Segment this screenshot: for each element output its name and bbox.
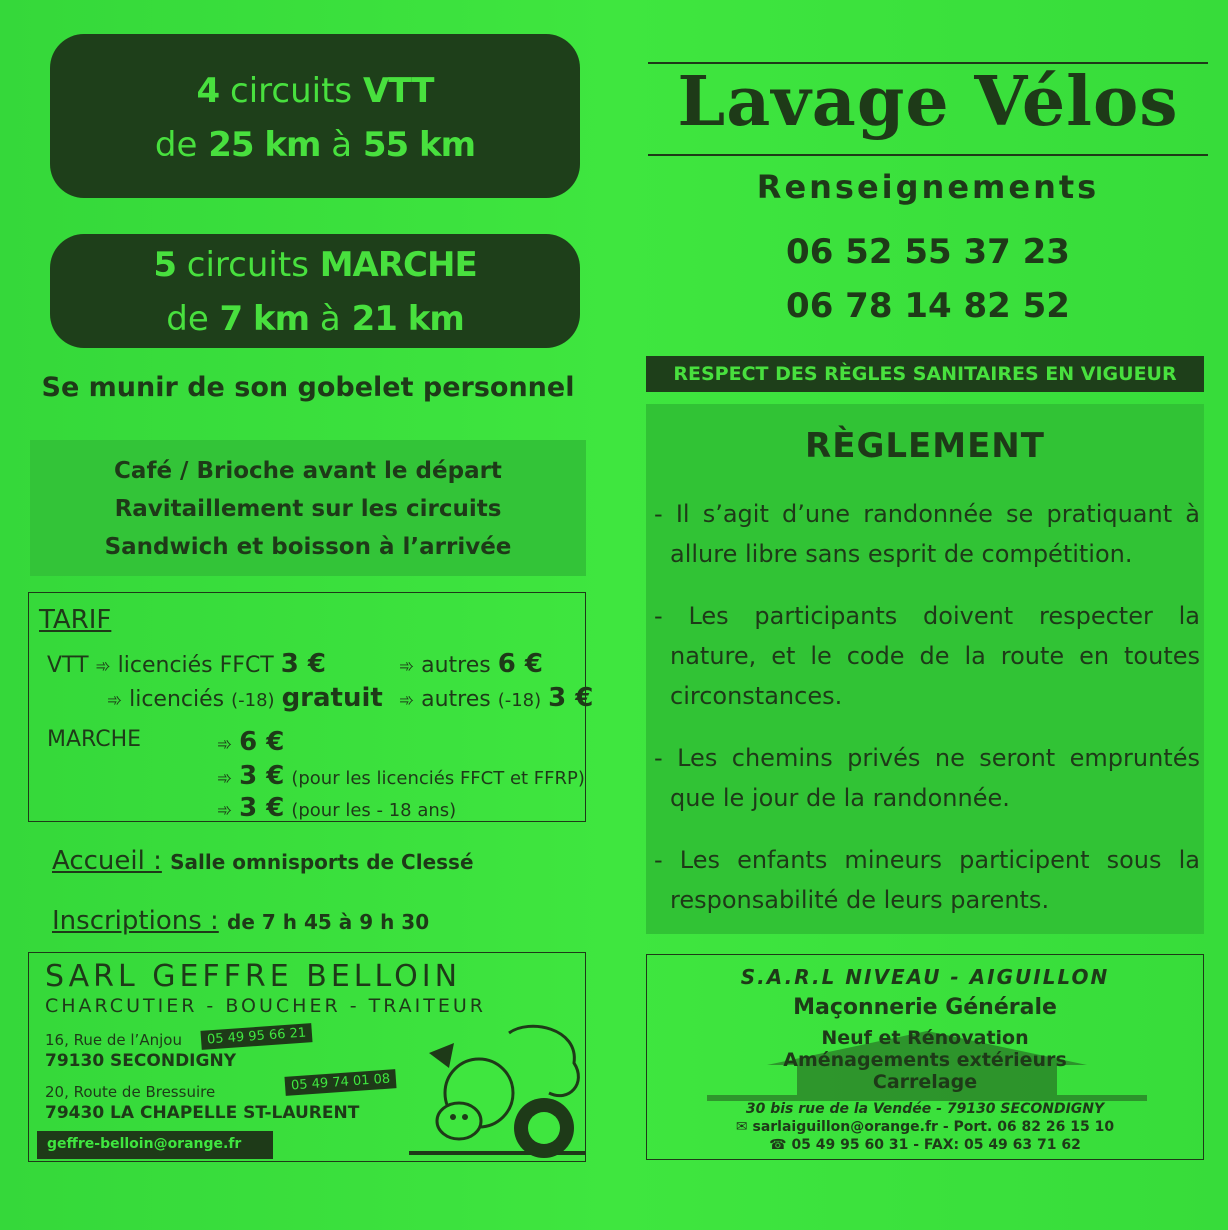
tarif-vtt-lic18-age: (-18)	[231, 690, 275, 711]
tarif-vtt-autres18-label: autres	[421, 687, 491, 712]
sarl-geffre-addr1: 16, Rue de l’Anjou	[45, 1031, 182, 1049]
phone-number-2: 06 78 14 82 52	[786, 286, 1070, 326]
tarif-vtt-lic-price: 3 €	[280, 649, 326, 679]
vtt-a: à	[331, 125, 353, 165]
food-line: Sandwich et boisson à l’arrivée	[104, 534, 512, 560]
arrow-icon: ➾	[107, 690, 123, 711]
sarl-geffre-sub: CHARCUTIER - BOUCHER - TRAITEUR	[45, 995, 486, 1017]
food-box	[30, 440, 586, 576]
marche-de: de	[166, 299, 209, 339]
sarl-geffre-name: SARL GEFFRE BELLOIN	[45, 959, 462, 994]
vtt-from: 25 km	[208, 125, 321, 165]
sarl-geffre-ad	[28, 952, 586, 1162]
vtt-de: de	[154, 125, 198, 165]
tarif-box	[28, 592, 594, 823]
tarif-vtt-autres-price: 6 €	[497, 649, 543, 679]
accueil-label: Accueil :	[52, 846, 162, 876]
marche-circuits-box	[50, 234, 580, 348]
food-line: Café / Brioche avant le départ	[114, 458, 502, 484]
sanitary-notice: RESPECT DES RÈGLES SANITAIRES EN VIGUEUR	[646, 356, 1204, 392]
vtt-type: VTT	[362, 71, 434, 111]
tarif-marche-p3-note: (pour les - 18 ans)	[291, 800, 457, 821]
reglement-item: - Il s’agit d’une randonnée se pratiquant à allure libre sans esprit de compétition.	[654, 500, 1200, 568]
tarif-vtt-lic18-price: gratuit	[281, 683, 383, 713]
tarif-marche-p2-note: (pour les licenciés FFCT et FFRP)	[291, 768, 585, 789]
marche-a: à	[319, 299, 341, 339]
title-rule-bottom	[648, 154, 1208, 156]
sarl-geffre-phone1: 05 49 95 66 21	[200, 1023, 312, 1050]
tarif-marche-p2: 3 €	[239, 761, 285, 791]
tarif-vtt-row1	[47, 649, 326, 679]
tarif-marche-row3	[217, 793, 456, 823]
marche-type: MARCHE	[319, 245, 477, 285]
arrow-icon: ➾	[399, 656, 415, 677]
mail-icon: ✉	[735, 1119, 753, 1135]
arrow-icon: ➾	[95, 656, 111, 677]
arrow-icon: ➾	[217, 734, 233, 755]
telephone-icon: ☎	[769, 1137, 792, 1153]
gobelet-notice: Se munir de son gobelet personnel	[41, 372, 575, 403]
tarif-marche-p1: 6 €	[239, 727, 285, 757]
tarif-vtt-autres-label: autres	[421, 653, 491, 678]
tarif-vtt-lic: licenciés FFCT	[117, 653, 274, 678]
sarl-niveau-fax	[647, 1137, 1203, 1153]
marche-to: 21 km	[351, 299, 464, 339]
sarl-geffre-addr2: 20, Route de Bressuire	[45, 1083, 216, 1101]
sarl-niveau-fax-text: 05 49 95 60 31 - FAX: 05 49 63 71 62	[791, 1137, 1081, 1153]
food-line: Ravitaillement sur les circuits	[114, 496, 502, 522]
tarif-title: TARIF	[39, 605, 112, 635]
tarif-marche-row1	[217, 727, 284, 757]
tarif-marche-p3: 3 €	[239, 793, 285, 823]
tarif-vtt-row2	[107, 683, 383, 713]
arrow-icon: ➾	[217, 800, 233, 821]
tarif-vtt-label: VTT	[47, 653, 89, 678]
tarif-vtt-autres18-age: (-18)	[497, 690, 542, 711]
tarif-marche-label: MARCHE	[47, 727, 142, 752]
phone-number-1: 06 52 55 37 23	[786, 232, 1070, 272]
page-title: Lavage Vélos	[677, 62, 1179, 142]
sarl-niveau-line4: Carrelage	[872, 1071, 978, 1093]
sarl-niveau-address: 30 bis rue de la Vendée - 79130 SECONDIGNY	[745, 1101, 1105, 1117]
tarif-vtt-autres18	[399, 683, 593, 713]
tarif-marche-row2	[217, 761, 585, 791]
renseignements-label: Renseignements	[756, 168, 1100, 206]
vtt-count: 4	[196, 71, 220, 111]
arrow-icon: ➾	[399, 690, 415, 711]
reglement-item: - Les enfants mineurs participent sous la responsabilité de leurs parents.	[654, 846, 1200, 914]
sarl-niveau-name: S.A.R.L NIVEAU - AIGUILLON	[740, 965, 1110, 989]
pig-cartoon-icon	[409, 1023, 586, 1162]
reglement-item: - Les chemins privés ne seront empruntés que le jour de la randonnée.	[654, 744, 1200, 812]
inscriptions-line	[52, 906, 429, 936]
sarl-niveau-line1: Maçonnerie Générale	[793, 995, 1057, 1020]
sarl-geffre-phone2: 05 49 74 01 08	[284, 1069, 396, 1096]
marche-circuits-word: circuits	[186, 245, 309, 285]
sarl-niveau-line2: Neuf et Rénovation	[821, 1027, 1029, 1049]
tarif-vtt-autres18-price: 3 €	[548, 683, 594, 713]
reglement-item: - Les participants doivent respecter la nature, et le code de la route en toutes circonstances.	[654, 602, 1200, 710]
accueil-value: Salle omnisports de Clessé	[170, 850, 474, 874]
reglement-box	[646, 404, 1204, 934]
sarl-niveau-services	[647, 1027, 1203, 1093]
vtt-circuits-box	[50, 34, 580, 198]
arrow-icon: ➾	[217, 768, 233, 789]
accueil-line	[52, 846, 474, 876]
sarl-geffre-city1: 79130 SECONDIGNY	[45, 1051, 237, 1071]
vtt-to: 55 km	[362, 125, 476, 165]
marche-count: 5	[153, 245, 176, 285]
sarl-geffre-email: geffre-belloin@orange.fr	[37, 1131, 273, 1159]
sarl-niveau-line3: Aménagements extérieurs	[783, 1049, 1067, 1071]
inscriptions-value: de 7 h 45 à 9 h 30	[227, 910, 430, 934]
sarl-geffre-city2: 79430 LA CHAPELLE ST-LAURENT	[45, 1103, 360, 1123]
inscriptions-label: Inscriptions :	[52, 906, 219, 936]
sarl-niveau-contact	[647, 1119, 1203, 1135]
marche-from: 7 km	[219, 299, 310, 339]
reglement-title: RÈGLEMENT	[805, 426, 1045, 466]
vtt-circuits-word: circuits	[230, 71, 353, 111]
sarl-niveau-ad	[646, 954, 1204, 1160]
sarl-niveau-contact-text: sarlaiguillon@orange.fr - Port. 06 82 26 15 10	[752, 1119, 1115, 1135]
tarif-vtt-lic18: licenciés	[129, 687, 225, 712]
tarif-vtt-autres	[399, 649, 543, 679]
